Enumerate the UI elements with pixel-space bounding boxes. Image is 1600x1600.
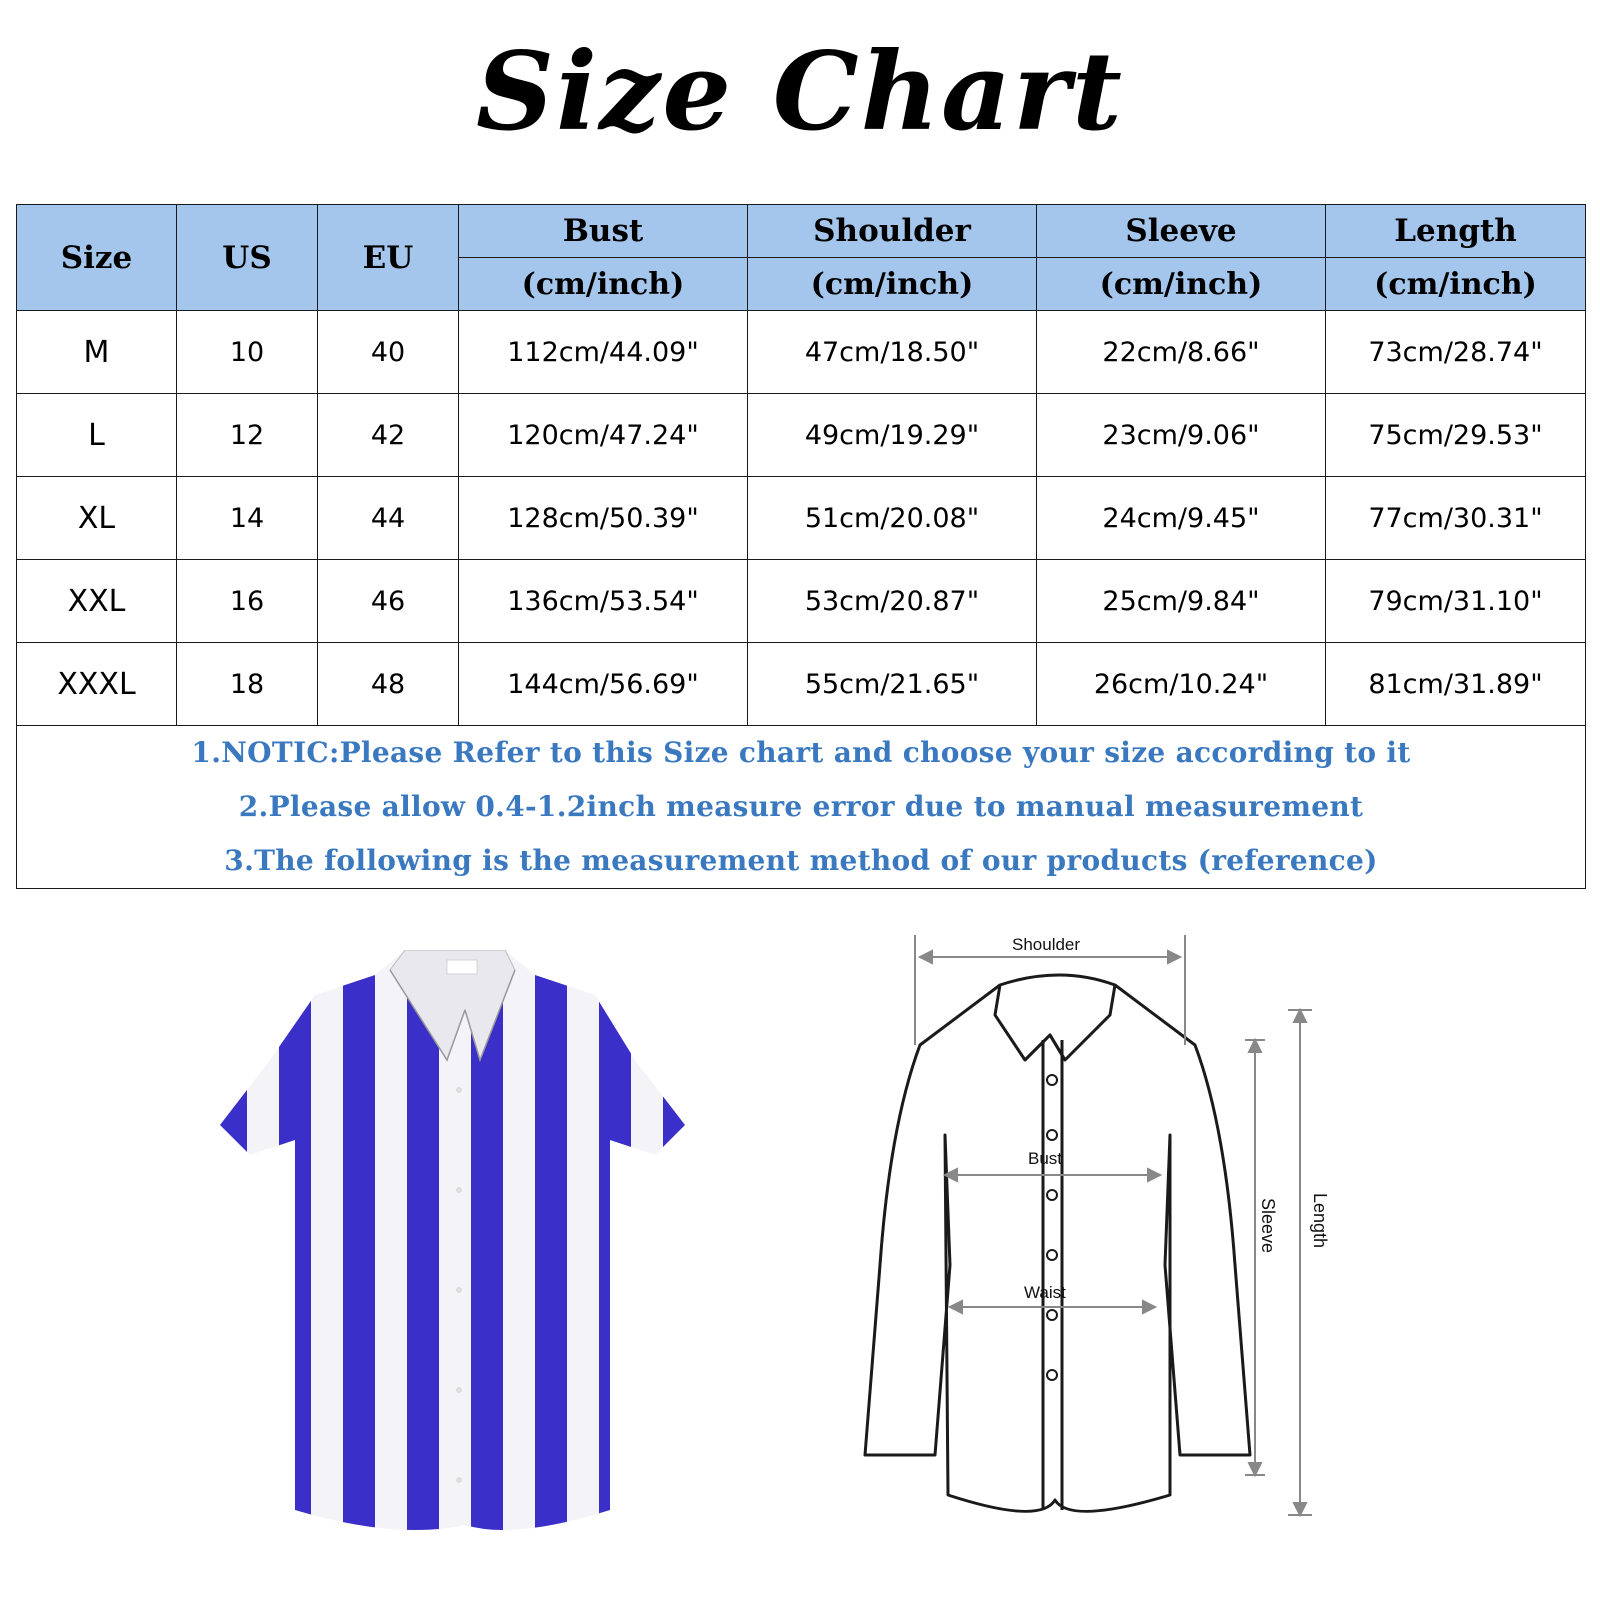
cell-us: 14: [177, 477, 318, 560]
header-sleeve-unit: (cm/inch): [1037, 258, 1326, 311]
header-length-unit: (cm/inch): [1326, 258, 1586, 311]
header-shoulder-unit: (cm/inch): [748, 258, 1037, 311]
measurement-diagram: [840, 935, 1360, 1555]
header-size: Size: [17, 205, 177, 311]
cell-length: 73cm/28.74": [1326, 311, 1586, 394]
header-length: Length: [1326, 205, 1586, 258]
table-row: [17, 643, 1586, 726]
cell-shoulder: 49cm/19.29": [748, 394, 1037, 477]
table-row: [17, 560, 1586, 643]
header-bust: Bust: [459, 205, 748, 258]
header-eu: EU: [318, 205, 459, 311]
header-bust-unit: (cm/inch): [459, 258, 748, 311]
cell-size: L: [17, 394, 177, 477]
notes-cell: [17, 726, 1586, 889]
length-label: Length: [1310, 1192, 1331, 1249]
cell-shoulder: 51cm/20.08": [748, 477, 1037, 560]
cell-us: 16: [177, 560, 318, 643]
note-3: 3.The following is the measurement method of our products (reference): [224, 844, 1378, 877]
cell-sleeve: 25cm/9.84": [1037, 560, 1326, 643]
cell-sleeve: 26cm/10.24": [1037, 643, 1326, 726]
cell-eu: 40: [318, 311, 459, 394]
header-shoulder: Shoulder: [748, 205, 1037, 258]
cell-size: XXXL: [17, 643, 177, 726]
cell-bust: 144cm/56.69": [459, 643, 748, 726]
bust-label: Bust: [1028, 1149, 1063, 1168]
cell-length: 77cm/30.31": [1326, 477, 1586, 560]
cell-shoulder: 53cm/20.87": [748, 560, 1037, 643]
shoulder-label: Shoulder: [1012, 935, 1081, 954]
cell-eu: 48: [318, 643, 459, 726]
cell-bust: 112cm/44.09": [459, 311, 748, 394]
cell-size: M: [17, 311, 177, 394]
note-1: 1.NOTIC:Please Refer to this Size chart and choose your size according to it: [191, 736, 1411, 769]
cell-sleeve: 22cm/8.66": [1037, 311, 1326, 394]
table-row: [17, 477, 1586, 560]
cell-length: 81cm/31.89": [1326, 643, 1586, 726]
header-sleeve: Sleeve: [1037, 205, 1326, 258]
size-table: [16, 204, 1586, 889]
table-row: [17, 311, 1586, 394]
cell-shoulder: 47cm/18.50": [748, 311, 1037, 394]
cell-us: 12: [177, 394, 318, 477]
sleeve-label: Sleeve: [1258, 1197, 1279, 1254]
header-us: US: [177, 205, 318, 311]
cell-us: 10: [177, 311, 318, 394]
cell-eu: 42: [318, 394, 459, 477]
cell-bust: 136cm/53.54": [459, 560, 748, 643]
page-title: Size Chart: [476, 29, 1124, 155]
cell-size: XXL: [17, 560, 177, 643]
cell-bust: 120cm/47.24": [459, 394, 748, 477]
cell-eu: 44: [318, 477, 459, 560]
cell-length: 79cm/31.10": [1326, 560, 1586, 643]
cell-eu: 46: [318, 560, 459, 643]
waist-label: Waist: [1024, 1283, 1066, 1302]
cell-sleeve: 23cm/9.06": [1037, 394, 1326, 477]
cell-us: 18: [177, 643, 318, 726]
cell-bust: 128cm/50.39": [459, 477, 748, 560]
table-row: [17, 394, 1586, 477]
cell-size: XL: [17, 477, 177, 560]
notes-row: [17, 726, 1586, 889]
cell-shoulder: 55cm/21.65": [748, 643, 1037, 726]
cell-sleeve: 24cm/9.45": [1037, 477, 1326, 560]
striped-shirt-photo: [215, 950, 715, 1530]
note-2: 2.Please allow 0.4-1.2inch measure error due to manual measurement: [238, 790, 1364, 823]
cell-length: 75cm/29.53": [1326, 394, 1586, 477]
